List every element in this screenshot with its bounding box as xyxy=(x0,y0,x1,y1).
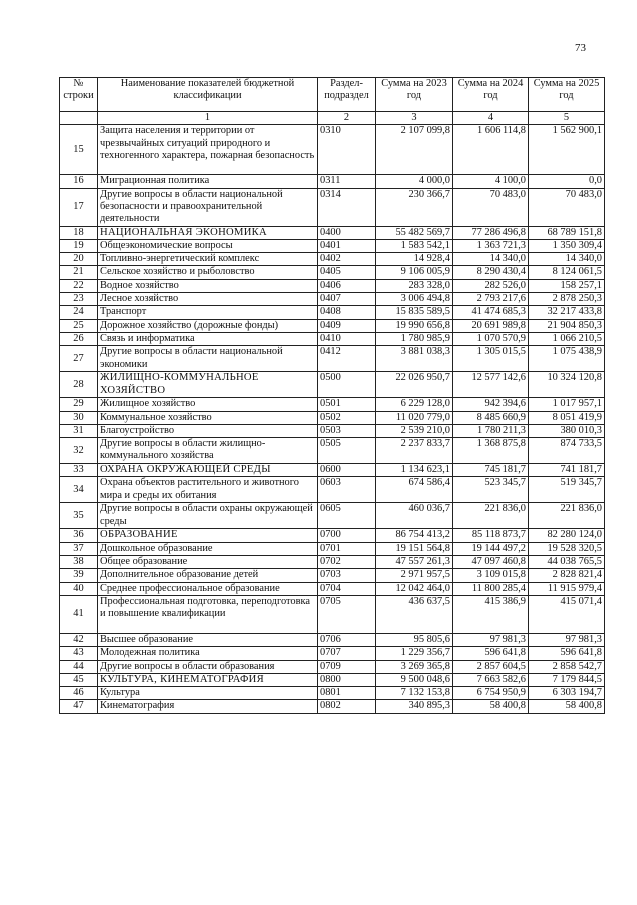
table-row xyxy=(60,633,605,646)
row-amount-2024: 85 118 873,7 xyxy=(453,529,529,542)
row-amount-2023: 340 895,3 xyxy=(376,700,453,713)
row-amount-2024: 1 780 211,3 xyxy=(453,424,529,437)
row-number: 38 xyxy=(60,556,98,569)
row-amount-2025: 380 010,3 xyxy=(529,424,605,437)
row-name: Среднее профессиональное образование xyxy=(98,582,318,595)
row-amount-2024: 11 800 285,4 xyxy=(453,582,529,595)
row-amount-2025: 1 350 309,4 xyxy=(529,239,605,252)
table-row xyxy=(60,253,605,266)
row-name: Культура xyxy=(98,687,318,700)
row-amount-2024: 4 100,0 xyxy=(453,175,529,188)
row-section-code: 0705 xyxy=(318,595,376,633)
row-amount-2025: 1 075 438,9 xyxy=(529,346,605,372)
row-name: Охрана объектов растительного и животного мира и среды их обитания xyxy=(98,477,318,503)
row-amount-2025: 415 071,4 xyxy=(529,595,605,633)
row-number: 29 xyxy=(60,398,98,411)
row-amount-2025: 97 981,3 xyxy=(529,633,605,646)
row-section-code: 0707 xyxy=(318,647,376,660)
row-amount-2023: 95 805,6 xyxy=(376,633,453,646)
row-number: 25 xyxy=(60,319,98,332)
row-number: 39 xyxy=(60,569,98,582)
row-number: 30 xyxy=(60,411,98,424)
row-number: 44 xyxy=(60,660,98,673)
row-amount-2023: 1 229 356,7 xyxy=(376,647,453,660)
row-amount-2024: 282 526,0 xyxy=(453,279,529,292)
table-row xyxy=(60,542,605,555)
table-row xyxy=(60,582,605,595)
row-section-code: 0605 xyxy=(318,503,376,529)
row-name: Коммунальное хозяйство xyxy=(98,411,318,424)
row-name: Профессиональная подготовка, переподготовка и повышение квалификации xyxy=(98,595,318,633)
row-amount-2024: 70 483,0 xyxy=(453,188,529,226)
column-index-empty xyxy=(60,112,98,125)
row-section-code: 0501 xyxy=(318,398,376,411)
row-name: Лесное хозяйство xyxy=(98,293,318,306)
row-name: ЖИЛИЩНО-КОММУНАЛЬНОЕ ХОЗЯЙСТВО xyxy=(98,372,318,398)
row-section-code: 0800 xyxy=(318,673,376,686)
row-amount-2023: 1 583 542,1 xyxy=(376,239,453,252)
row-amount-2025: 519 345,7 xyxy=(529,477,605,503)
table-row xyxy=(60,226,605,239)
row-number: 33 xyxy=(60,464,98,477)
row-name: КУЛЬТУРА, КИНЕМАТОГРАФИЯ xyxy=(98,673,318,686)
table-row xyxy=(60,503,605,529)
row-amount-2024: 596 641,8 xyxy=(453,647,529,660)
row-number: 46 xyxy=(60,687,98,700)
row-amount-2023: 14 928,4 xyxy=(376,253,453,266)
column-index-row xyxy=(60,112,605,125)
row-amount-2024: 1 305 015,5 xyxy=(453,346,529,372)
row-amount-2023: 12 042 464,0 xyxy=(376,582,453,595)
row-section-code: 0603 xyxy=(318,477,376,503)
row-amount-2023: 19 990 656,8 xyxy=(376,319,453,332)
row-amount-2024: 58 400,8 xyxy=(453,700,529,713)
row-section-code: 0502 xyxy=(318,411,376,424)
row-name: Другие вопросы в области охраны окружающей среды xyxy=(98,503,318,529)
row-amount-2025: 0,0 xyxy=(529,175,605,188)
row-name: ОХРАНА ОКРУЖАЮЩЕЙ СРЕДЫ xyxy=(98,464,318,477)
row-amount-2025: 6 303 194,7 xyxy=(529,687,605,700)
row-amount-2024: 415 386,9 xyxy=(453,595,529,633)
row-amount-2023: 283 328,0 xyxy=(376,279,453,292)
row-number: 41 xyxy=(60,595,98,633)
row-amount-2024: 221 836,0 xyxy=(453,503,529,529)
row-amount-2023: 674 586,4 xyxy=(376,477,453,503)
row-amount-2025: 596 641,8 xyxy=(529,647,605,660)
table-body xyxy=(60,125,605,713)
row-amount-2025: 1 562 900,1 xyxy=(529,125,605,175)
row-name: Другие вопросы в области жилищно-коммунального хозяйства xyxy=(98,438,318,464)
row-section-code: 0408 xyxy=(318,306,376,319)
row-amount-2023: 9 500 048,6 xyxy=(376,673,453,686)
row-number: 40 xyxy=(60,582,98,595)
row-name: Другие вопросы в области национальной экономики xyxy=(98,346,318,372)
row-amount-2023: 2 971 957,5 xyxy=(376,569,453,582)
row-section-code: 0401 xyxy=(318,239,376,252)
row-amount-2025: 1 066 210,5 xyxy=(529,332,605,345)
row-name: Защита населения и территории от чрезвычайных ситуаций природного и техногенного характера, пожарная безопасность xyxy=(98,125,318,175)
row-section-code: 0600 xyxy=(318,464,376,477)
row-section-code: 0709 xyxy=(318,660,376,673)
row-section-code: 0402 xyxy=(318,253,376,266)
row-section-code: 0704 xyxy=(318,582,376,595)
row-amount-2023: 4 000,0 xyxy=(376,175,453,188)
row-amount-2024: 47 097 460,8 xyxy=(453,556,529,569)
table-row xyxy=(60,477,605,503)
table-row xyxy=(60,332,605,345)
row-name: Водное хозяйство xyxy=(98,279,318,292)
row-section-code: 0314 xyxy=(318,188,376,226)
row-section-code: 0407 xyxy=(318,293,376,306)
row-amount-2025: 8 051 419,9 xyxy=(529,411,605,424)
table-row xyxy=(60,266,605,279)
row-amount-2024: 97 981,3 xyxy=(453,633,529,646)
table-row xyxy=(60,438,605,464)
row-number: 43 xyxy=(60,647,98,660)
row-name: Высшее образование xyxy=(98,633,318,646)
row-name: Кинематография xyxy=(98,700,318,713)
row-amount-2023: 11 020 779,0 xyxy=(376,411,453,424)
header-row xyxy=(60,78,605,112)
table-row xyxy=(60,595,605,633)
row-number: 15 xyxy=(60,125,98,175)
row-amount-2023: 7 132 153,8 xyxy=(376,687,453,700)
row-amount-2024: 6 754 950,9 xyxy=(453,687,529,700)
row-amount-2025: 70 483,0 xyxy=(529,188,605,226)
row-amount-2024: 14 340,0 xyxy=(453,253,529,266)
row-amount-2025: 11 915 979,4 xyxy=(529,582,605,595)
row-amount-2023: 1 134 623,1 xyxy=(376,464,453,477)
row-amount-2024: 12 577 142,6 xyxy=(453,372,529,398)
column-index-2: 2 xyxy=(318,112,376,125)
row-amount-2023: 460 036,7 xyxy=(376,503,453,529)
row-name: Жилищное хозяйство xyxy=(98,398,318,411)
row-section-code: 0409 xyxy=(318,319,376,332)
row-name: ОБРАЗОВАНИЕ xyxy=(98,529,318,542)
row-amount-2024: 7 663 582,6 xyxy=(453,673,529,686)
row-name: Топливно-энергетический комплекс xyxy=(98,253,318,266)
row-number: 45 xyxy=(60,673,98,686)
row-amount-2024: 8 290 430,4 xyxy=(453,266,529,279)
row-amount-2023: 47 557 261,3 xyxy=(376,556,453,569)
row-amount-2025: 221 836,0 xyxy=(529,503,605,529)
row-amount-2024: 20 691 989,8 xyxy=(453,319,529,332)
row-amount-2024: 1 363 721,3 xyxy=(453,239,529,252)
row-number: 26 xyxy=(60,332,98,345)
table-row xyxy=(60,175,605,188)
row-name: Общее образование xyxy=(98,556,318,569)
row-section-code: 0400 xyxy=(318,226,376,239)
row-amount-2025: 2 858 542,7 xyxy=(529,660,605,673)
row-amount-2025: 21 904 850,3 xyxy=(529,319,605,332)
row-number: 37 xyxy=(60,542,98,555)
header-2023: Сумма на 2023 год xyxy=(376,78,453,112)
row-amount-2023: 2 107 099,8 xyxy=(376,125,453,175)
column-index-3: 3 xyxy=(376,112,453,125)
table-row xyxy=(60,319,605,332)
table-row xyxy=(60,279,605,292)
row-name: Молодежная политика xyxy=(98,647,318,660)
header-row-no: № строки xyxy=(60,78,98,112)
table-row xyxy=(60,346,605,372)
table-row xyxy=(60,125,605,175)
header-name: Наименование показателей бюджетной классификации xyxy=(98,78,318,112)
row-amount-2024: 745 181,7 xyxy=(453,464,529,477)
row-amount-2024: 942 394,6 xyxy=(453,398,529,411)
budget-table xyxy=(59,77,605,714)
row-amount-2025: 2 828 821,4 xyxy=(529,569,605,582)
row-amount-2024: 3 109 015,8 xyxy=(453,569,529,582)
table-row xyxy=(60,306,605,319)
row-amount-2024: 2 857 604,5 xyxy=(453,660,529,673)
row-amount-2024: 523 345,7 xyxy=(453,477,529,503)
row-number: 17 xyxy=(60,188,98,226)
row-amount-2023: 3 006 494,8 xyxy=(376,293,453,306)
row-amount-2023: 86 754 413,2 xyxy=(376,529,453,542)
row-number: 27 xyxy=(60,346,98,372)
row-amount-2024: 19 144 497,2 xyxy=(453,542,529,555)
row-amount-2023: 15 835 589,5 xyxy=(376,306,453,319)
row-section-code: 0505 xyxy=(318,438,376,464)
row-amount-2025: 19 528 320,5 xyxy=(529,542,605,555)
row-amount-2025: 741 181,7 xyxy=(529,464,605,477)
page-number: 73 xyxy=(575,42,586,54)
row-number: 18 xyxy=(60,226,98,239)
header-section: Раздел-подраздел xyxy=(318,78,376,112)
row-amount-2024: 8 485 660,9 xyxy=(453,411,529,424)
row-amount-2025: 82 280 124,0 xyxy=(529,529,605,542)
row-amount-2023: 1 780 985,9 xyxy=(376,332,453,345)
row-amount-2025: 44 038 765,5 xyxy=(529,556,605,569)
table-row xyxy=(60,700,605,713)
row-amount-2025: 2 878 250,3 xyxy=(529,293,605,306)
row-section-code: 0801 xyxy=(318,687,376,700)
row-amount-2023: 3 269 365,8 xyxy=(376,660,453,673)
row-name: Связь и информатика xyxy=(98,332,318,345)
column-index-4: 4 xyxy=(453,112,529,125)
row-number: 21 xyxy=(60,266,98,279)
row-section-code: 0503 xyxy=(318,424,376,437)
row-amount-2025: 7 179 844,5 xyxy=(529,673,605,686)
row-number: 36 xyxy=(60,529,98,542)
row-name: Общеэкономические вопросы xyxy=(98,239,318,252)
row-name: Дошкольное образование xyxy=(98,542,318,555)
table-row xyxy=(60,464,605,477)
row-section-code: 0410 xyxy=(318,332,376,345)
table-row xyxy=(60,372,605,398)
row-section-code: 0405 xyxy=(318,266,376,279)
row-number: 22 xyxy=(60,279,98,292)
row-section-code: 0802 xyxy=(318,700,376,713)
row-name: Транспорт xyxy=(98,306,318,319)
column-index-5: 5 xyxy=(529,112,605,125)
row-amount-2025: 68 789 151,8 xyxy=(529,226,605,239)
row-number: 20 xyxy=(60,253,98,266)
row-name: Дорожное хозяйство (дорожные фонды) xyxy=(98,319,318,332)
row-section-code: 0700 xyxy=(318,529,376,542)
row-name: Дополнительное образование детей xyxy=(98,569,318,582)
row-number: 28 xyxy=(60,372,98,398)
table-row xyxy=(60,647,605,660)
row-number: 35 xyxy=(60,503,98,529)
row-number: 42 xyxy=(60,633,98,646)
row-amount-2025: 8 124 061,5 xyxy=(529,266,605,279)
row-number: 16 xyxy=(60,175,98,188)
row-number: 24 xyxy=(60,306,98,319)
row-section-code: 0500 xyxy=(318,372,376,398)
row-amount-2023: 3 881 038,3 xyxy=(376,346,453,372)
row-name: НАЦИОНАЛЬНАЯ ЭКОНОМИКА xyxy=(98,226,318,239)
row-section-code: 0702 xyxy=(318,556,376,569)
row-amount-2025: 874 733,5 xyxy=(529,438,605,464)
table-row xyxy=(60,398,605,411)
row-amount-2024: 1 368 875,8 xyxy=(453,438,529,464)
row-section-code: 0406 xyxy=(318,279,376,292)
table-row xyxy=(60,411,605,424)
table-row xyxy=(60,569,605,582)
row-number: 23 xyxy=(60,293,98,306)
row-name: Благоустройство xyxy=(98,424,318,437)
row-number: 34 xyxy=(60,477,98,503)
row-amount-2024: 1 606 114,8 xyxy=(453,125,529,175)
row-amount-2023: 230 366,7 xyxy=(376,188,453,226)
row-amount-2023: 9 106 005,9 xyxy=(376,266,453,279)
row-amount-2023: 19 151 564,8 xyxy=(376,542,453,555)
row-amount-2023: 22 026 950,7 xyxy=(376,372,453,398)
row-amount-2023: 55 482 569,7 xyxy=(376,226,453,239)
row-section-code: 0706 xyxy=(318,633,376,646)
row-name: Миграционная политика xyxy=(98,175,318,188)
row-amount-2025: 14 340,0 xyxy=(529,253,605,266)
row-amount-2025: 1 017 957,1 xyxy=(529,398,605,411)
header-2025: Сумма на 2025 год xyxy=(529,78,605,112)
row-amount-2023: 2 539 210,0 xyxy=(376,424,453,437)
table-row xyxy=(60,673,605,686)
row-amount-2025: 158 257,1 xyxy=(529,279,605,292)
row-amount-2024: 1 070 570,9 xyxy=(453,332,529,345)
row-amount-2025: 10 324 120,8 xyxy=(529,372,605,398)
row-number: 47 xyxy=(60,700,98,713)
row-amount-2023: 2 237 833,7 xyxy=(376,438,453,464)
table-row xyxy=(60,293,605,306)
row-number: 19 xyxy=(60,239,98,252)
row-amount-2025: 58 400,8 xyxy=(529,700,605,713)
row-amount-2025: 32 217 433,8 xyxy=(529,306,605,319)
row-amount-2024: 2 793 217,6 xyxy=(453,293,529,306)
table-row xyxy=(60,239,605,252)
row-section-code: 0412 xyxy=(318,346,376,372)
row-amount-2023: 436 637,5 xyxy=(376,595,453,633)
row-section-code: 0311 xyxy=(318,175,376,188)
row-name: Сельское хозяйство и рыболовство xyxy=(98,266,318,279)
row-amount-2023: 6 229 128,0 xyxy=(376,398,453,411)
row-amount-2024: 41 474 685,3 xyxy=(453,306,529,319)
row-section-code: 0310 xyxy=(318,125,376,175)
row-amount-2024: 77 286 496,8 xyxy=(453,226,529,239)
row-name: Другие вопросы в области национальной безопасности и правоохранительной деятельности xyxy=(98,188,318,226)
row-section-code: 0701 xyxy=(318,542,376,555)
table-row xyxy=(60,188,605,226)
header-2024: Сумма на 2024 год xyxy=(453,78,529,112)
table-row xyxy=(60,687,605,700)
row-name: Другие вопросы в области образования xyxy=(98,660,318,673)
table-row xyxy=(60,529,605,542)
row-number: 31 xyxy=(60,424,98,437)
row-section-code: 0703 xyxy=(318,569,376,582)
table-row xyxy=(60,424,605,437)
column-index-1: 1 xyxy=(98,112,318,125)
table-row xyxy=(60,556,605,569)
table-row xyxy=(60,660,605,673)
row-number: 32 xyxy=(60,438,98,464)
